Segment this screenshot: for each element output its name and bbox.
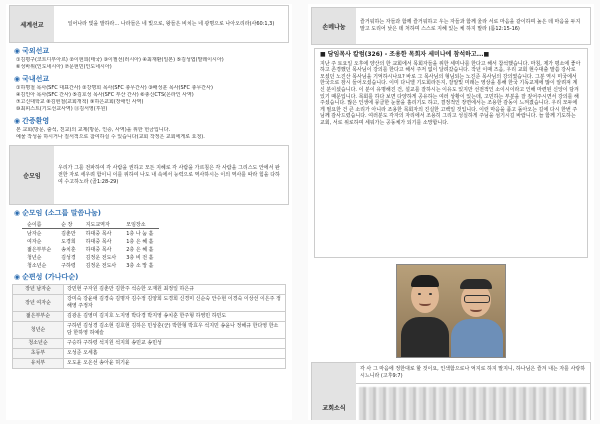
roster-heading: ◉ 순편성 (가나다순) bbox=[14, 273, 79, 281]
welcome-heading: ◉ 간증환영 bbox=[14, 117, 50, 125]
roster-members: 구하빈 김성경 김소현 김호현 김하은 민상훈(군) 박한형 박효우 석지민 송윤나 정해규 한다영 한소담 한하영 허예슬 bbox=[64, 322, 286, 339]
church-news-verse: 각 사 그 마음에 정한대로 할 것이요, 인색함으로나 억지로 하지 말지니, 하나님은 즐겨 내는 자를 사랑하시느니라 (고후9:7) bbox=[356, 363, 590, 384]
person-left-hair bbox=[411, 275, 439, 287]
bullet-icon: ◉ bbox=[14, 47, 21, 55]
church-news-content bbox=[356, 363, 590, 420]
roster-members: 오성준 오세흠 bbox=[64, 349, 286, 359]
welcome-line: 본 교회(방문, 출석, 친교)의 교제(방문, 인증, 사역)을 위한 헌금입니다. bbox=[16, 127, 171, 133]
welcome-text bbox=[16, 127, 282, 141]
roster-members: 강미숙 강윤애 김경숙 김명자 김수정 김양희 도경희 신경미 신순숙 안수현 이경숙 이상선 이은주 정해영 주정자 bbox=[64, 295, 286, 312]
table-row bbox=[13, 295, 286, 312]
roster-members: 구승하 구하령 석지원 석지희 송민교 송민성 bbox=[64, 339, 286, 349]
sunmo-box bbox=[9, 145, 289, 205]
roster-group: 청년순 bbox=[13, 322, 64, 339]
national-line: ④김인아 목사(SFC 간사) ⑤김호성 목사(SFC 부산 간사) ⑥총신CTS(온라인 사역) bbox=[16, 92, 194, 98]
left-column bbox=[6, 4, 292, 420]
person-right-shirt bbox=[451, 319, 503, 357]
national-heading: ◉ 국내선교 bbox=[14, 75, 50, 83]
table-row bbox=[22, 237, 159, 245]
national-line: ⑦고신대학교 ⑧김현철(교회개척) ⑨하은교회(장애인 사역) bbox=[16, 99, 144, 105]
glasses-icon bbox=[464, 295, 490, 303]
col-header: 순 장 bbox=[56, 220, 81, 229]
eye bbox=[429, 293, 432, 295]
church-news-box bbox=[311, 362, 591, 420]
column-title: ■ 담임목사 칼럼(326) - 조용한 목회자 세미나에 참석하고...■ bbox=[320, 51, 490, 58]
table-row bbox=[22, 253, 159, 261]
cell: 3층 소 망 홀 bbox=[126, 262, 154, 269]
cell: 2층 은 혜 홀 bbox=[126, 246, 154, 253]
group-table bbox=[22, 220, 159, 269]
person-right-hair bbox=[460, 279, 492, 289]
roster-members: 오도윤 오온선 송아윤 허기윤 bbox=[64, 359, 286, 369]
domestic-heading: ◉ 국외선교 bbox=[14, 47, 50, 55]
pastor-column bbox=[314, 48, 588, 258]
roster-group: 유치부 bbox=[13, 359, 64, 369]
table-row bbox=[13, 359, 286, 369]
roster-group: 장년 남자순 bbox=[13, 285, 64, 295]
table-row bbox=[22, 261, 159, 269]
cell: 3층 비 전 홀 bbox=[126, 254, 154, 261]
cell: 도경희 bbox=[61, 238, 76, 245]
encourage-box bbox=[311, 7, 591, 45]
national-list bbox=[16, 85, 282, 113]
cell: 1층 나 눔 홀 bbox=[126, 230, 154, 237]
seminar-photo bbox=[396, 264, 506, 358]
encourage-verse: 즐거워하는 자들과 함께 즐거워하고 우는 자들과 함께 울라 서로 마음을 같이하며 높은 데 마음을 두지 말고 도리어 낮은 데 처하며 스스로 지혜 있는 체 하지 말라 (롬12:15-16) bbox=[360, 19, 581, 32]
roster-group: 장년 여자순 bbox=[13, 295, 64, 312]
cell: 김성경 bbox=[61, 254, 76, 261]
table-row bbox=[13, 285, 286, 295]
roster-members: 강민현 구자원 김춘만 김한주 석승한 오재원 최정일 하은규 bbox=[64, 285, 286, 295]
cell: 청년순 bbox=[27, 254, 42, 261]
bullet-icon: ◉ bbox=[14, 273, 21, 281]
world-mission-box bbox=[9, 5, 289, 43]
cell: 청소년순 bbox=[27, 262, 47, 269]
cell: 젊은부부순 bbox=[27, 246, 52, 253]
encourage-label: 손메나눔 bbox=[312, 8, 356, 44]
smile bbox=[470, 305, 482, 312]
cell: 구하령 bbox=[61, 262, 76, 269]
national-line: ⑩최피스트(기도선교사역) ⑪김서영(후원) bbox=[16, 106, 108, 112]
sunmo-label: 순모임 bbox=[10, 146, 54, 204]
table-row bbox=[13, 322, 286, 339]
table-row bbox=[22, 245, 159, 253]
welcome-line: 예물 작성을 하시거나 질서적으로 참여하실 수 있습니다(교회 작정은 교회에게로 요청). bbox=[16, 134, 205, 140]
cell: 김정운 전도사 bbox=[85, 262, 117, 269]
cell: 하대중 목사 bbox=[85, 230, 112, 237]
cell: 김춘만 bbox=[61, 230, 76, 237]
table-row bbox=[13, 312, 286, 322]
domestic-line: ⑥성바위(인도네시아) ⑦문현민(인도네시아) bbox=[16, 64, 112, 70]
eye bbox=[418, 293, 421, 295]
roster-members: 김광운 김영미 김지호 노지영 박다경 박지영 송치훈 한주형 하영민 하민도 bbox=[64, 312, 286, 322]
national-line: ①하명철 목사(SFC 대표간사) ②강명희 목사(SFC 총무간사) ③배성훈 목사(SFC 총무간사) bbox=[16, 85, 213, 91]
column-body: 지난 주 토요일 오후에 양산의 한 교회에서 목회자들을 위한 세미나를 한다고 해서 참석했습니다. 마침, 제가 평소에 좋아하고 존경했던 목사님이 강의를 한다고 해서 주저 없이 달려갔습니다. 작년 이때 즈음, 우리 교회 현수대출 말씀 강사로 모셨던 노진산 목사님을 기억하시나요? 바로 그 목사님의 형님되는 노진준 목사님의 강의였습니다. 그분 역시 미국에서 한국으로 잠시 들어오셨습니다. 이미 다니엘 기도회라든지, 잘알빛 미래는 영상을 통해 한국 기독교계에 많이 알려져 계신 분이셨습니다. 이 분이 유명해진 건, 설교를 잘하시는 이유도 있지만 선전적인 소이시이라고 인해 마련된 신앙이 담겨있기 때문입니다. 목회를 하다 보면 다양하게 공유하는 여러 상황이 있는데, 고민하는 부분을 잘 짚어주시면서 강의를 해 주셨습니다. 많은 인생에 뭉클한 눈물을 흘리기도 하고, 결정적인 장면에서는 조용한 감동이 느껴졌습니다. 우리 모두에게 필요한 건 큰 소리가 아니라 조용한 목회자의 진실한 고백일 것입니다. 이런 마음을 품고 돌아오는 길에 다시 한번 주님께 감사드렸습니다. 여러분도 각자의 자리에서 조용히 그리고 성실하게 주님을 섬기시길 바랍니다. 늘 함께 기도하는 교회, 서로 위로하며 세워가는 공동체가 되기를 소망합니다. bbox=[320, 60, 581, 126]
bullet-icon: ◉ bbox=[14, 209, 21, 217]
col-header: 모임장소 bbox=[121, 220, 158, 229]
group-table-header bbox=[22, 220, 159, 229]
world-mission-label: 세계선교 bbox=[10, 6, 54, 42]
cell: 하대중 목사 bbox=[85, 246, 112, 253]
roster-table bbox=[12, 284, 286, 369]
table-row bbox=[13, 339, 286, 349]
cell: 하대중 목사 bbox=[85, 238, 112, 245]
photo-area bbox=[314, 264, 588, 356]
cell: 여자순 bbox=[27, 238, 42, 245]
cell: 1층 은 혜 홀 bbox=[126, 238, 154, 245]
right-column bbox=[308, 4, 594, 420]
col-header: 순이름 bbox=[22, 220, 56, 229]
roster-group: 초등부 bbox=[13, 349, 64, 359]
roster-group: 젊은부부순 bbox=[13, 312, 64, 322]
domestic-line: ①김평구(코트디부아르) ②이현희(태국) ③이필선(러시아) ④최재환(일본) ⑤김성엽(말레이시아) bbox=[16, 57, 224, 63]
roster-group: 청소년순 bbox=[13, 339, 64, 349]
bullet-icon: ◉ bbox=[14, 75, 21, 83]
col-header: 지도교역자 bbox=[81, 220, 122, 229]
sunmo-verse: 우리가 그를 전파하여 각 사람을 권하고 모든 지혜로 각 사람을 가르침은 각 사람을 그리스도 안에서 완전한 자로 세우려 함이니 이를 위하여 나도 내 속에서 능력으로 역사하시는 이의 역사를 따라 힘을 다하여 수고하노라 (골1:28-29) bbox=[58, 164, 280, 185]
group-heading: ◉ 순모임 (소그룹 말씀나눔) bbox=[14, 209, 102, 217]
blurred-news-text bbox=[359, 387, 587, 420]
bullet-icon: ◉ bbox=[14, 117, 21, 125]
church-news-label: 교회소식 bbox=[312, 363, 356, 420]
person-left-shirt bbox=[401, 317, 449, 357]
cell: 송치훈 bbox=[61, 246, 76, 253]
cell: 남자순 bbox=[27, 230, 42, 237]
smile bbox=[419, 299, 431, 306]
table-row bbox=[22, 229, 159, 238]
world-mission-verse: 일어나라 빛을 발하라… 나라들은 네 빛으로, 왕들은 비치는 네 광명으로 나아오리라(사60:1,3) bbox=[67, 20, 275, 27]
cell: 김정운 전도사 bbox=[85, 254, 117, 261]
domestic-list bbox=[16, 57, 282, 71]
table-row bbox=[13, 349, 286, 359]
